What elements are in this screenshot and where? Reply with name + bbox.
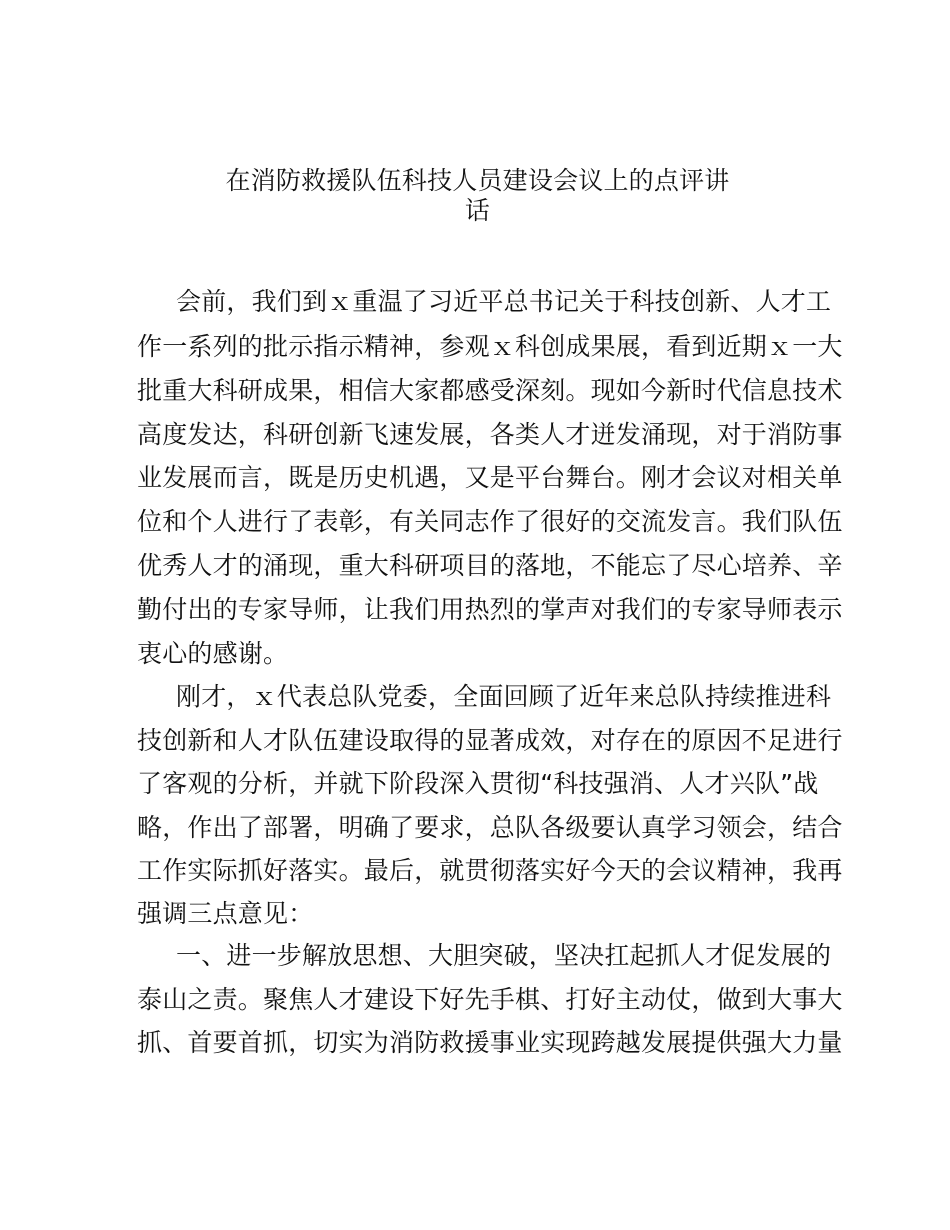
text-line: 技创新和人才队伍建设取得的显著成效，对存在的原因不足进行 bbox=[137, 726, 843, 755]
text-line: 批重大科研成果，相信大家都感受深刻。现如今新时代信息技术 bbox=[137, 376, 843, 405]
document-title bbox=[135, 166, 820, 226]
text-line: 了客观的分析，并就下阶段深入贯彻“科技强消、人才兴队”战 bbox=[137, 769, 819, 798]
text-line: 高度发达，科研创新飞速发展，各类人才迸发涌现，对于消防事 bbox=[137, 420, 843, 449]
text-line: 业发展而言，既是历史机遇，又是平台舞台。刚才会议对相关单 bbox=[137, 463, 843, 492]
text-line: 一、进一步解放思想、大胆突破，坚决扛起抓人才促发展的 bbox=[176, 941, 832, 970]
title-line-2: 话 bbox=[464, 196, 491, 225]
text-line: 略，作出了部署，明确了要求，总队各级要认真学习领会，结合 bbox=[137, 813, 843, 842]
text-line: 刚才，ｘ代表总队党委，全面回顾了近年来总队持续推进科 bbox=[176, 682, 832, 711]
text-line: 抓、首要首抓，切实为消防救援事业实现跨越发展提供强大力量 bbox=[137, 1028, 843, 1057]
text-line: 优秀人才的涌现，重大科研项目的落地，不能忘了尽心培养、辛 bbox=[137, 551, 843, 580]
title-line-1: 在消防救援队伍科技人员建设会议上的点评讲 bbox=[225, 166, 730, 195]
text-line: 作一系列的批示指示精神，参观ｘ科创成果展，看到近期ｘ一大 bbox=[137, 332, 843, 361]
text-line: 会前，我们到ｘ重温了习近平总书记关于科技创新、人才工 bbox=[176, 287, 832, 316]
text-line: 勤付出的专家导师，让我们用热烈的掌声对我们的专家导师表示 bbox=[137, 595, 843, 624]
text-line: 位和个人进行了表彰，有关同志作了很好的交流发言。我们队伍 bbox=[137, 507, 843, 536]
text-line: 工作实际抓好落实。最后，就贯彻落实好今天的会议精神，我再 bbox=[137, 856, 843, 885]
text-line: 强调三点意见： bbox=[137, 899, 314, 928]
text-line: 泰山之责。聚焦人才建设下好先手棋、打好主动仗，做到大事大 bbox=[137, 985, 843, 1014]
text-line: 衷心的感谢。 bbox=[137, 639, 289, 668]
